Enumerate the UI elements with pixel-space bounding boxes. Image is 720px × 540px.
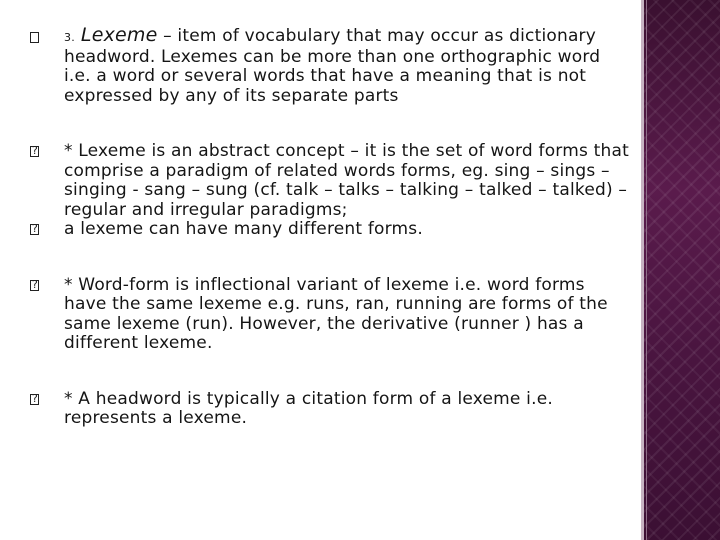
panel-edge-divider xyxy=(646,0,647,540)
paragraph-many-forms xyxy=(30,220,630,240)
bullet-box-icon: ? xyxy=(32,144,38,157)
paragraph-text: – item of vocabulary that may occur as dictionary headword. Lexemes can be more than one orthographic word i.e. a word or several words that have a meaning that is not expressed by any of its separate parts xyxy=(64,26,601,106)
paragraph-text: * Word-form is inflectional variant of lexeme i.e. word forms have the same lexeme e.g. runs, ran, running are forms of the same lexeme (run). However, the derivative (runner ) has a different lexeme. xyxy=(64,274,608,353)
paragraph-lexeme xyxy=(30,26,630,106)
decorative-side-panel xyxy=(641,0,720,540)
slide-body xyxy=(30,26,630,429)
panel-edge-divider xyxy=(641,0,644,540)
bullet-box-icon: ? xyxy=(32,391,38,405)
bullet-box-icon xyxy=(30,32,39,43)
paragraph-text: * A headword is typically a citation form of a lexeme i.e. represents a lexeme. xyxy=(64,388,553,428)
bullet-box-icon: ? xyxy=(32,277,38,291)
paragraph-word-form xyxy=(30,276,630,354)
term-lexeme: Lexeme xyxy=(80,24,158,46)
item-number: 3. xyxy=(64,31,75,44)
paragraph-lexeme-abstract xyxy=(30,142,630,220)
paragraph-headword xyxy=(30,390,630,429)
paragraph-text: a lexeme can have many different forms. xyxy=(64,219,423,239)
bullet-box-icon: ? xyxy=(32,222,38,235)
paragraph-text: * Lexeme is an abstract concept – it is the set of word forms that comprise a paradigm of related words forms, eg. sing – sings – singing - sang – sung (cf. talk – talks – talking – talked – talked) – regular and irregular paradigms; xyxy=(64,141,629,220)
